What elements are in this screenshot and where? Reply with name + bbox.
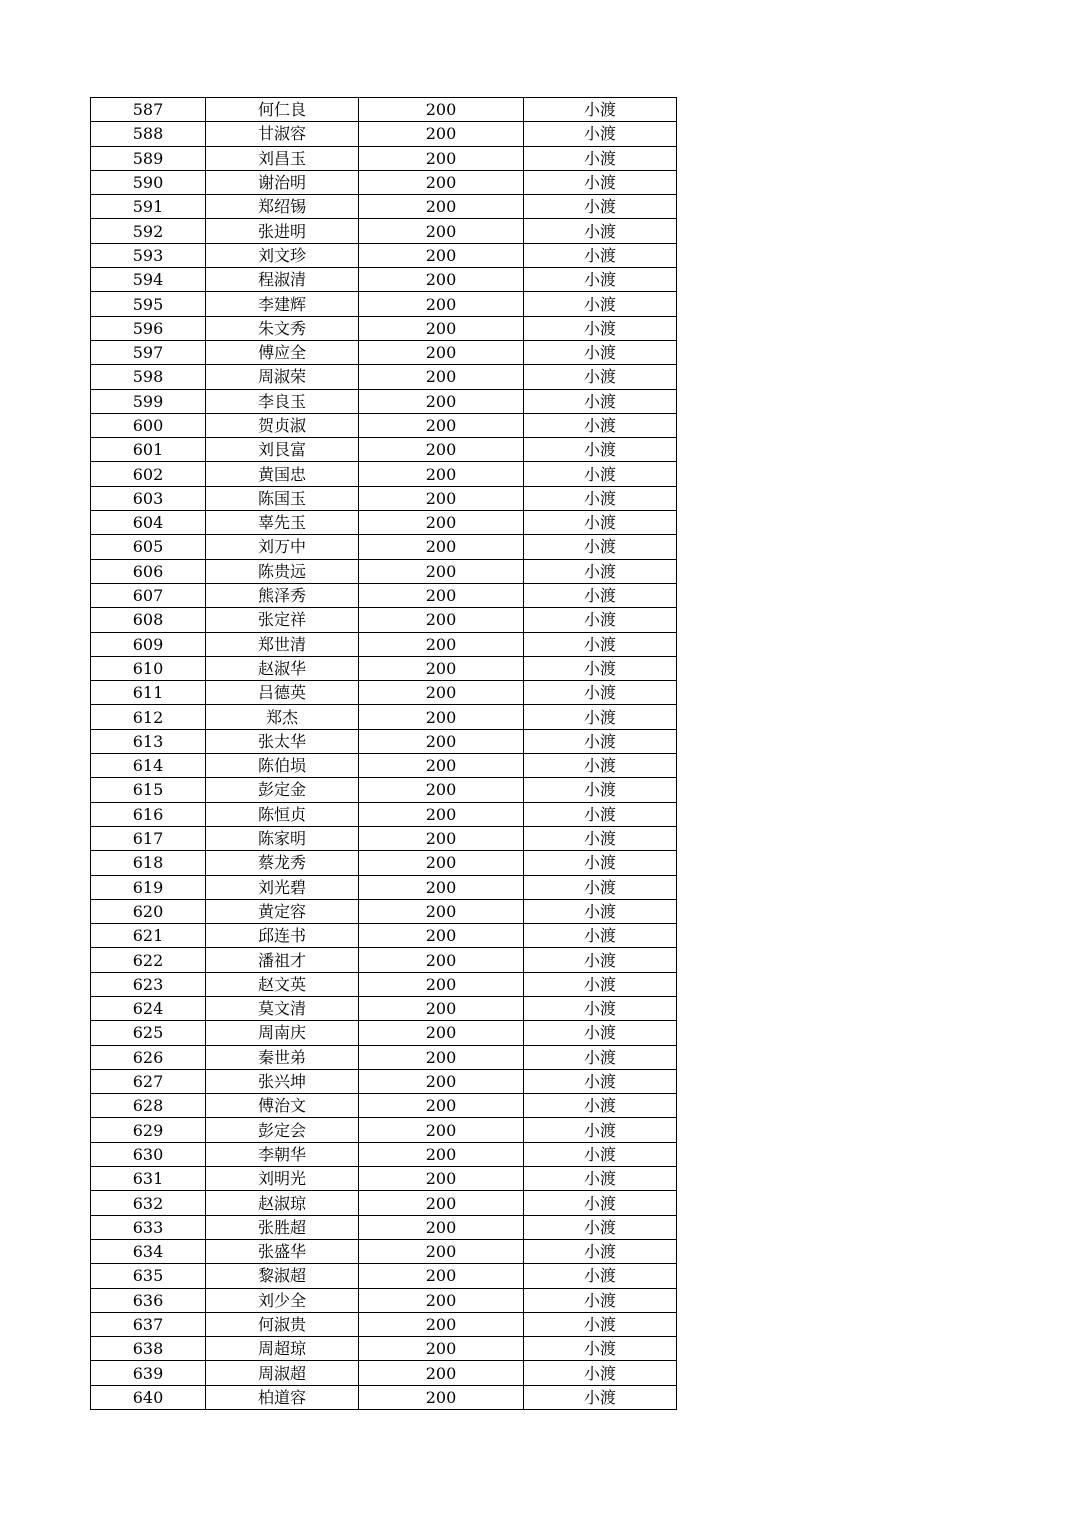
row-number-cell: 592: [91, 219, 206, 243]
location-cell: 小渡: [524, 656, 677, 680]
name-cell: 张胜超: [206, 1215, 359, 1239]
table-row: [91, 681, 677, 705]
row-number-cell: 601: [91, 438, 206, 462]
row-number-cell: 628: [91, 1094, 206, 1118]
row-number-cell: 632: [91, 1191, 206, 1215]
table-row: [91, 1264, 677, 1288]
amount-cell: 200: [359, 535, 524, 559]
table-row: [91, 1021, 677, 1045]
row-number-cell: 620: [91, 899, 206, 923]
table-row: [91, 243, 677, 267]
row-number-cell: 594: [91, 268, 206, 292]
table-row: [91, 632, 677, 656]
name-cell: 刘少全: [206, 1288, 359, 1312]
row-number-cell: 639: [91, 1361, 206, 1385]
location-cell: 小渡: [524, 122, 677, 146]
row-number-cell: 595: [91, 292, 206, 316]
row-number-cell: 587: [91, 98, 206, 122]
table-row: [91, 608, 677, 632]
amount-cell: 200: [359, 851, 524, 875]
amount-cell: 200: [359, 729, 524, 753]
location-cell: 小渡: [524, 729, 677, 753]
name-cell: 周南庆: [206, 1021, 359, 1045]
amount-cell: 200: [359, 146, 524, 170]
table-row: [91, 778, 677, 802]
table-row: [91, 122, 677, 146]
location-cell: 小渡: [524, 365, 677, 389]
amount-cell: 200: [359, 1094, 524, 1118]
row-number-cell: 612: [91, 705, 206, 729]
amount-cell: 200: [359, 972, 524, 996]
row-number-cell: 634: [91, 1239, 206, 1263]
row-number-cell: 608: [91, 608, 206, 632]
name-cell: 张进明: [206, 219, 359, 243]
location-cell: 小渡: [524, 535, 677, 559]
row-number-cell: 638: [91, 1337, 206, 1361]
amount-cell: 200: [359, 1337, 524, 1361]
table-row: [91, 948, 677, 972]
table-row: [91, 462, 677, 486]
name-cell: 蔡龙秀: [206, 851, 359, 875]
amount-cell: 200: [359, 875, 524, 899]
row-number-cell: 633: [91, 1215, 206, 1239]
amount-cell: 200: [359, 1288, 524, 1312]
name-cell: 刘文珍: [206, 243, 359, 267]
table-row: [91, 559, 677, 583]
row-number-cell: 636: [91, 1288, 206, 1312]
name-cell: 赵淑琼: [206, 1191, 359, 1215]
name-cell: 李建辉: [206, 292, 359, 316]
row-number-cell: 597: [91, 340, 206, 364]
row-number-cell: 598: [91, 365, 206, 389]
location-cell: 小渡: [524, 438, 677, 462]
row-number-cell: 603: [91, 486, 206, 510]
amount-cell: 200: [359, 365, 524, 389]
table-row: [91, 729, 677, 753]
row-number-cell: 622: [91, 948, 206, 972]
name-cell: 郑世清: [206, 632, 359, 656]
amount-cell: 200: [359, 243, 524, 267]
table-row: [91, 851, 677, 875]
amount-cell: 200: [359, 413, 524, 437]
name-cell: 谢治明: [206, 170, 359, 194]
amount-cell: 200: [359, 1385, 524, 1409]
table-row: [91, 292, 677, 316]
name-cell: 傅应全: [206, 340, 359, 364]
amount-cell: 200: [359, 996, 524, 1020]
location-cell: 小渡: [524, 389, 677, 413]
table-row: [91, 1118, 677, 1142]
location-cell: 小渡: [524, 778, 677, 802]
amount-cell: 200: [359, 754, 524, 778]
location-cell: 小渡: [524, 413, 677, 437]
row-number-cell: 629: [91, 1118, 206, 1142]
table-row: [91, 826, 677, 850]
row-number-cell: 618: [91, 851, 206, 875]
table-row: [91, 486, 677, 510]
name-cell: 刘昌玉: [206, 146, 359, 170]
location-cell: 小渡: [524, 1361, 677, 1385]
name-cell: 黄定容: [206, 899, 359, 923]
table-row: [91, 268, 677, 292]
name-cell: 朱文秀: [206, 316, 359, 340]
location-cell: 小渡: [524, 948, 677, 972]
amount-cell: 200: [359, 438, 524, 462]
row-number-cell: 600: [91, 413, 206, 437]
row-number-cell: 589: [91, 146, 206, 170]
amount-cell: 200: [359, 195, 524, 219]
name-cell: 郑杰: [206, 705, 359, 729]
row-number-cell: 605: [91, 535, 206, 559]
table-row: [91, 1045, 677, 1069]
name-cell: 郑绍锡: [206, 195, 359, 219]
amount-cell: 200: [359, 1167, 524, 1191]
name-cell: 彭定金: [206, 778, 359, 802]
name-cell: 李良玉: [206, 389, 359, 413]
table-row: [91, 875, 677, 899]
row-number-cell: 621: [91, 924, 206, 948]
name-cell: 邱连书: [206, 924, 359, 948]
row-number-cell: 614: [91, 754, 206, 778]
table-row: [91, 219, 677, 243]
name-cell: 黎淑超: [206, 1264, 359, 1288]
row-number-cell: 588: [91, 122, 206, 146]
row-number-cell: 617: [91, 826, 206, 850]
table-row: [91, 1069, 677, 1093]
location-cell: 小渡: [524, 340, 677, 364]
location-cell: 小渡: [524, 292, 677, 316]
name-cell: 潘祖才: [206, 948, 359, 972]
location-cell: 小渡: [524, 1288, 677, 1312]
row-number-cell: 640: [91, 1385, 206, 1409]
location-cell: 小渡: [524, 826, 677, 850]
name-cell: 柏道容: [206, 1385, 359, 1409]
name-cell: 张定祥: [206, 608, 359, 632]
table-row: [91, 146, 677, 170]
row-number-cell: 607: [91, 583, 206, 607]
table-body: [91, 98, 677, 1410]
name-cell: 彭定会: [206, 1118, 359, 1142]
row-number-cell: 625: [91, 1021, 206, 1045]
table-row: [91, 583, 677, 607]
table-row: [91, 1288, 677, 1312]
name-cell: 刘艮富: [206, 438, 359, 462]
row-number-cell: 623: [91, 972, 206, 996]
amount-cell: 200: [359, 1264, 524, 1288]
name-cell: 陈贵远: [206, 559, 359, 583]
table-row: [91, 705, 677, 729]
row-number-cell: 611: [91, 681, 206, 705]
row-number-cell: 590: [91, 170, 206, 194]
row-number-cell: 637: [91, 1312, 206, 1336]
amount-cell: 200: [359, 462, 524, 486]
amount-cell: 200: [359, 486, 524, 510]
name-cell: 吕德英: [206, 681, 359, 705]
table-row: [91, 195, 677, 219]
table-row: [91, 1094, 677, 1118]
row-number-cell: 615: [91, 778, 206, 802]
table-row: [91, 1191, 677, 1215]
row-number-cell: 619: [91, 875, 206, 899]
amount-cell: 200: [359, 559, 524, 583]
name-cell: 陈家明: [206, 826, 359, 850]
location-cell: 小渡: [524, 146, 677, 170]
data-table: [90, 97, 677, 1410]
location-cell: 小渡: [524, 1239, 677, 1263]
amount-cell: 200: [359, 98, 524, 122]
location-cell: 小渡: [524, 98, 677, 122]
name-cell: 莫文清: [206, 996, 359, 1020]
location-cell: 小渡: [524, 219, 677, 243]
location-cell: 小渡: [524, 462, 677, 486]
table-row: [91, 996, 677, 1020]
amount-cell: 200: [359, 1045, 524, 1069]
name-cell: 何淑贵: [206, 1312, 359, 1336]
location-cell: 小渡: [524, 195, 677, 219]
location-cell: 小渡: [524, 1215, 677, 1239]
amount-cell: 200: [359, 924, 524, 948]
table-row: [91, 899, 677, 923]
table-row: [91, 535, 677, 559]
location-cell: 小渡: [524, 681, 677, 705]
name-cell: 李朝华: [206, 1142, 359, 1166]
amount-cell: 200: [359, 656, 524, 680]
table-row: [91, 1337, 677, 1361]
amount-cell: 200: [359, 705, 524, 729]
amount-cell: 200: [359, 389, 524, 413]
row-number-cell: 604: [91, 511, 206, 535]
location-cell: 小渡: [524, 1021, 677, 1045]
location-cell: 小渡: [524, 875, 677, 899]
name-cell: 甘淑容: [206, 122, 359, 146]
location-cell: 小渡: [524, 243, 677, 267]
name-cell: 张太华: [206, 729, 359, 753]
location-cell: 小渡: [524, 802, 677, 826]
name-cell: 陈恒贞: [206, 802, 359, 826]
amount-cell: 200: [359, 802, 524, 826]
location-cell: 小渡: [524, 170, 677, 194]
name-cell: 赵淑华: [206, 656, 359, 680]
location-cell: 小渡: [524, 511, 677, 535]
location-cell: 小渡: [524, 1191, 677, 1215]
amount-cell: 200: [359, 608, 524, 632]
amount-cell: 200: [359, 292, 524, 316]
row-number-cell: 627: [91, 1069, 206, 1093]
name-cell: 程淑清: [206, 268, 359, 292]
name-cell: 黄国忠: [206, 462, 359, 486]
name-cell: 熊泽秀: [206, 583, 359, 607]
location-cell: 小渡: [524, 996, 677, 1020]
amount-cell: 200: [359, 511, 524, 535]
amount-cell: 200: [359, 1215, 524, 1239]
row-number-cell: 609: [91, 632, 206, 656]
amount-cell: 200: [359, 1069, 524, 1093]
amount-cell: 200: [359, 268, 524, 292]
name-cell: 陈国玉: [206, 486, 359, 510]
name-cell: 何仁良: [206, 98, 359, 122]
table-row: [91, 972, 677, 996]
row-number-cell: 596: [91, 316, 206, 340]
row-number-cell: 593: [91, 243, 206, 267]
table-row: [91, 340, 677, 364]
name-cell: 赵文英: [206, 972, 359, 996]
amount-cell: 200: [359, 316, 524, 340]
location-cell: 小渡: [524, 705, 677, 729]
table-row: [91, 316, 677, 340]
amount-cell: 200: [359, 122, 524, 146]
location-cell: 小渡: [524, 1094, 677, 1118]
name-cell: 刘万中: [206, 535, 359, 559]
name-cell: 贺贞淑: [206, 413, 359, 437]
amount-cell: 200: [359, 1142, 524, 1166]
table-row: [91, 924, 677, 948]
amount-cell: 200: [359, 340, 524, 364]
table-row: [91, 389, 677, 413]
location-cell: 小渡: [524, 1167, 677, 1191]
amount-cell: 200: [359, 826, 524, 850]
amount-cell: 200: [359, 219, 524, 243]
name-cell: 秦世弟: [206, 1045, 359, 1069]
location-cell: 小渡: [524, 608, 677, 632]
table-row: [91, 1312, 677, 1336]
amount-cell: 200: [359, 899, 524, 923]
name-cell: 辜先玉: [206, 511, 359, 535]
row-number-cell: 599: [91, 389, 206, 413]
table-row: [91, 1167, 677, 1191]
amount-cell: 200: [359, 1361, 524, 1385]
location-cell: 小渡: [524, 899, 677, 923]
row-number-cell: 631: [91, 1167, 206, 1191]
table-row: [91, 413, 677, 437]
table-row: [91, 802, 677, 826]
amount-cell: 200: [359, 1312, 524, 1336]
amount-cell: 200: [359, 1021, 524, 1045]
location-cell: 小渡: [524, 486, 677, 510]
name-cell: 张兴坤: [206, 1069, 359, 1093]
amount-cell: 200: [359, 778, 524, 802]
location-cell: 小渡: [524, 1069, 677, 1093]
table-row: [91, 438, 677, 462]
location-cell: 小渡: [524, 268, 677, 292]
row-number-cell: 613: [91, 729, 206, 753]
row-number-cell: 630: [91, 1142, 206, 1166]
table-row: [91, 1142, 677, 1166]
amount-cell: 200: [359, 948, 524, 972]
location-cell: 小渡: [524, 972, 677, 996]
location-cell: 小渡: [524, 754, 677, 778]
name-cell: 周淑荣: [206, 365, 359, 389]
name-cell: 刘明光: [206, 1167, 359, 1191]
amount-cell: 200: [359, 1239, 524, 1263]
table-row: [91, 170, 677, 194]
table-row: [91, 1215, 677, 1239]
amount-cell: 200: [359, 170, 524, 194]
location-cell: 小渡: [524, 1312, 677, 1336]
location-cell: 小渡: [524, 1118, 677, 1142]
row-number-cell: 602: [91, 462, 206, 486]
row-number-cell: 624: [91, 996, 206, 1020]
name-cell: 周超琼: [206, 1337, 359, 1361]
location-cell: 小渡: [524, 1045, 677, 1069]
amount-cell: 200: [359, 1191, 524, 1215]
location-cell: 小渡: [524, 632, 677, 656]
location-cell: 小渡: [524, 1142, 677, 1166]
amount-cell: 200: [359, 681, 524, 705]
amount-cell: 200: [359, 1118, 524, 1142]
row-number-cell: 591: [91, 195, 206, 219]
location-cell: 小渡: [524, 583, 677, 607]
name-cell: 周淑超: [206, 1361, 359, 1385]
row-number-cell: 626: [91, 1045, 206, 1069]
table-row: [91, 1239, 677, 1263]
name-cell: 刘光碧: [206, 875, 359, 899]
table-row: [91, 656, 677, 680]
row-number-cell: 635: [91, 1264, 206, 1288]
location-cell: 小渡: [524, 559, 677, 583]
table-row: [91, 365, 677, 389]
row-number-cell: 610: [91, 656, 206, 680]
table-row: [91, 1385, 677, 1409]
name-cell: 张盛华: [206, 1239, 359, 1263]
row-number-cell: 616: [91, 802, 206, 826]
name-cell: 陈伯埙: [206, 754, 359, 778]
location-cell: 小渡: [524, 924, 677, 948]
location-cell: 小渡: [524, 1264, 677, 1288]
location-cell: 小渡: [524, 1337, 677, 1361]
location-cell: 小渡: [524, 1385, 677, 1409]
table-row: [91, 511, 677, 535]
table-row: [91, 754, 677, 778]
table-row: [91, 98, 677, 122]
location-cell: 小渡: [524, 851, 677, 875]
amount-cell: 200: [359, 632, 524, 656]
location-cell: 小渡: [524, 316, 677, 340]
amount-cell: 200: [359, 583, 524, 607]
row-number-cell: 606: [91, 559, 206, 583]
table-row: [91, 1361, 677, 1385]
name-cell: 傅治文: [206, 1094, 359, 1118]
